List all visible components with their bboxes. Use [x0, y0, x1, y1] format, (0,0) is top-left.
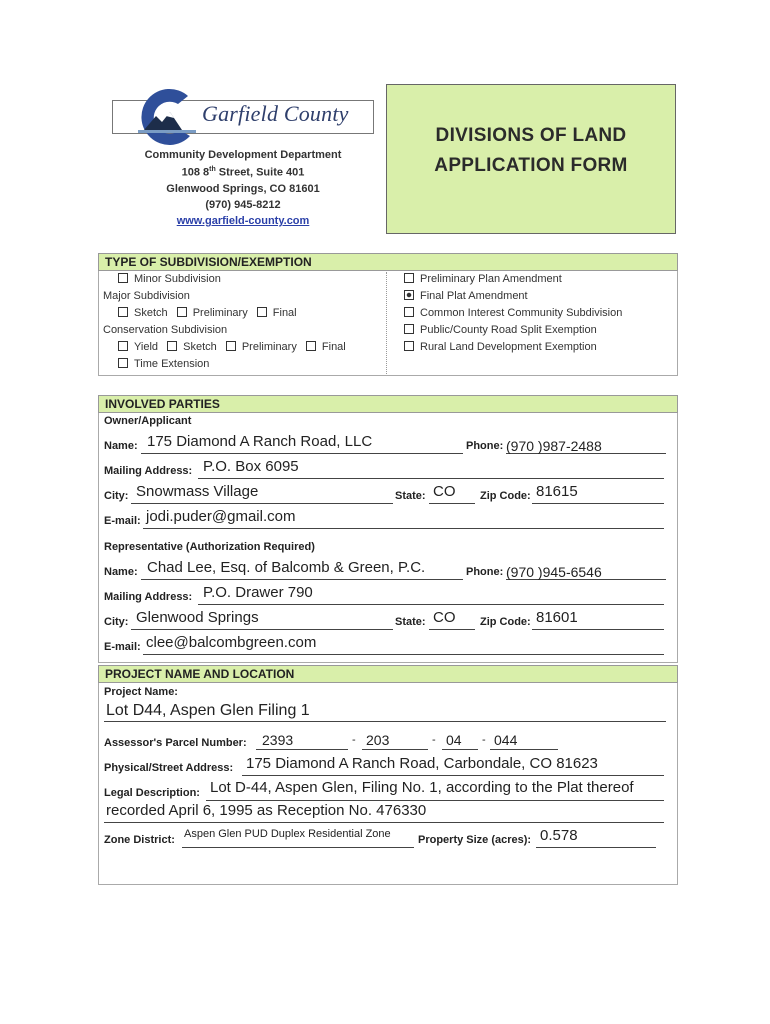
rep-state-field[interactable] [429, 629, 475, 630]
rep-area-code: 970 [510, 564, 535, 580]
parcel-separator-1: - [352, 734, 356, 746]
rep-zip-field[interactable] [532, 629, 664, 630]
major-preliminary-label: Preliminary [192, 307, 248, 319]
owner-city-value: Snowmass Village [136, 483, 259, 500]
checkbox-conservation-sketch[interactable] [167, 341, 177, 351]
zone-district-field[interactable] [182, 847, 414, 848]
project-name-value: Lot D44, Aspen Glen Filing 1 [106, 702, 310, 719]
rep-name-field[interactable] [141, 579, 463, 580]
major-sketch-label: Sketch [134, 307, 168, 319]
zone-district-label: Zone District: [104, 834, 175, 846]
parcel-value-3: 04 [446, 732, 462, 748]
website-link[interactable]: www.garfield-county.com [176, 215, 310, 227]
parcel-value-2: 203 [366, 732, 390, 748]
rep-phone-label: Phone: [466, 566, 504, 578]
common-interest-label: Common Interest Community Subdivision [420, 307, 623, 319]
preliminary-plan-amendment-label: Preliminary Plan Amendment [420, 273, 562, 285]
rep-mailing-field[interactable] [198, 604, 664, 605]
property-size-value: 0.578 [540, 827, 578, 844]
checkbox-major-final[interactable] [257, 307, 267, 317]
rep-city-value: Glenwood Springs [136, 609, 259, 626]
option-minor-subdivision-label: Minor Subdivision [134, 273, 221, 285]
zone-district-value: Aspen Glen PUD Duplex Residential Zone [184, 828, 391, 840]
major-subdivision-label: Major Subdivision [103, 290, 190, 302]
owner-mailing-field[interactable] [198, 478, 664, 479]
major-final-label: Final [272, 307, 297, 319]
owner-mailing-value: P.O. Box 6095 [203, 458, 299, 475]
rep-name-label: Name: [104, 566, 138, 578]
owner-phone-value: (970 )987-2488 [506, 438, 602, 454]
owner-city-label: City: [104, 490, 129, 502]
rep-mailing-label: Mailing Address: [104, 591, 193, 603]
option-time-extension[interactable] [118, 358, 209, 370]
legal-description-label: Legal Description: [104, 787, 200, 799]
rep-city-field[interactable] [131, 629, 393, 630]
street-address-label: Physical/Street Address: [104, 762, 234, 774]
form-title-box [386, 84, 676, 234]
department-name: Community Development Department [144, 149, 342, 161]
rep-zip-label: Zip Code: [480, 616, 531, 628]
road-split-label: Public/County Road Split Exemption [420, 324, 597, 336]
owner-state-field[interactable] [429, 503, 475, 504]
option-common-interest-subdivision[interactable] [404, 307, 622, 319]
parcel-separator-2: - [432, 734, 436, 746]
form-title-line1: DIVISIONS OF LAND [435, 125, 627, 146]
website-line [110, 215, 376, 227]
parcel-field-3[interactable] [442, 749, 478, 750]
checkbox-conservation-yield[interactable] [118, 341, 128, 351]
street-rest: Street, Suite 401 [215, 166, 305, 179]
project-name-label: Project Name: [104, 686, 178, 698]
owner-email-field[interactable] [143, 528, 664, 529]
owner-phone-number: 987-2488 [542, 438, 602, 454]
owner-zip-label: Zip Code: [480, 490, 531, 502]
parcel-value-4: 044 [494, 732, 518, 748]
owner-heading: Owner/Applicant [104, 415, 192, 427]
subdivision-divider [386, 272, 387, 374]
checkbox-conservation-preliminary[interactable] [226, 341, 236, 351]
legal-description-line2: recorded April 6, 1995 as Reception No. 476330 [106, 802, 427, 819]
project-heading: PROJECT NAME AND LOCATION [98, 665, 678, 683]
parcel-number-label: Assessor's Parcel Number: [104, 737, 247, 749]
owner-state-label: State: [395, 490, 426, 502]
rep-phone-value: (970 )945-6546 [506, 564, 602, 580]
major-subdivision-options [118, 307, 297, 319]
checkbox-common-interest-subdivision[interactable] [404, 307, 414, 317]
rep-phone-number: 945-6546 [542, 564, 602, 580]
checkbox-road-split-exemption[interactable] [404, 324, 414, 334]
owner-city-field[interactable] [131, 503, 393, 504]
checkbox-minor-subdivision[interactable] [118, 273, 128, 283]
parcel-separator-3: - [482, 734, 486, 746]
department-phone: (970) 945-8212 [205, 199, 281, 211]
parcel-field-1[interactable] [256, 749, 348, 750]
form-title-line2: APPLICATION FORM [434, 155, 628, 176]
checkbox-preliminary-plan-amendment[interactable] [404, 273, 414, 283]
county-name: Garfield County [202, 101, 349, 126]
owner-state-value: CO [433, 483, 456, 500]
rep-zip-value: 81601 [536, 609, 578, 626]
street-address-field[interactable] [242, 775, 664, 776]
parties-heading: INVOLVED PARTIES [98, 395, 678, 413]
owner-zip-field[interactable] [532, 503, 664, 504]
garfield-county-logo-icon [130, 86, 202, 150]
rep-name-value: Chad Lee, Esq. of Balcomb & Green, P.C. [147, 559, 426, 576]
owner-email-label: E-mail: [104, 515, 141, 527]
street-address [110, 166, 376, 179]
checkbox-major-sketch[interactable] [118, 307, 128, 317]
legal-description-line1: Lot D-44, Aspen Glen, Filing No. 1, according to the Plat thereof [210, 779, 634, 796]
conservation-yield-label: Yield [134, 341, 159, 353]
checkbox-major-preliminary[interactable] [177, 307, 187, 317]
checkbox-rural-land-exemption[interactable] [404, 341, 414, 351]
option-minor-subdivision[interactable] [118, 273, 221, 285]
legal-description-field-1[interactable] [206, 800, 664, 801]
owner-area-code: 970 [510, 438, 535, 454]
rep-city-label: City: [104, 616, 129, 628]
parcel-field-2[interactable] [362, 749, 428, 750]
checkbox-final-plat-amendment[interactable] [404, 290, 414, 300]
parcel-value-1: 2393 [262, 732, 294, 748]
rep-heading: Representative (Authorization Required) [104, 541, 315, 553]
time-extension-label: Time Extension [134, 358, 210, 370]
conservation-subdivision-label: Conservation Subdivision [103, 324, 228, 336]
option-rural-land-exemption[interactable] [404, 341, 597, 353]
legal-description-field-2[interactable] [104, 822, 664, 823]
owner-name-value: 175 Diamond A Ranch Road, LLC [147, 433, 373, 450]
owner-email-value: jodi.puder@gmail.com [146, 508, 296, 525]
checkbox-time-extension[interactable] [118, 358, 128, 368]
project-name-field[interactable] [104, 721, 666, 722]
rep-email-value: clee@balcombgreen.com [146, 634, 317, 651]
city-state-zip: Glenwood Springs, CO 81601 [166, 183, 320, 195]
rep-email-label: E-mail: [104, 641, 141, 653]
rep-mailing-value: P.O. Drawer 790 [203, 584, 313, 601]
final-plat-amendment-label: Final Plat Amendment [420, 290, 528, 302]
rural-land-label: Rural Land Development Exemption [420, 341, 597, 353]
street-number: 108 8 [181, 166, 210, 179]
owner-zip-value: 81615 [536, 483, 578, 500]
rep-email-field[interactable] [143, 654, 664, 655]
conservation-subdivision-options [118, 341, 346, 353]
option-preliminary-plan-amendment[interactable] [404, 273, 562, 285]
owner-phone-label: Phone: [466, 440, 504, 452]
subdivision-heading: TYPE OF SUBDIVISION/EXEMPTION [98, 253, 678, 271]
checkbox-conservation-final[interactable] [306, 341, 316, 351]
rep-state-value: CO [433, 609, 456, 626]
owner-name-field[interactable] [141, 453, 463, 454]
conservation-sketch-label: Sketch [183, 341, 217, 353]
option-final-plat-amendment[interactable] [404, 290, 528, 302]
owner-mailing-label: Mailing Address: [104, 465, 193, 477]
property-size-label: Property Size (acres): [418, 834, 532, 846]
property-size-field[interactable] [536, 847, 656, 848]
parcel-field-4[interactable] [490, 749, 558, 750]
conservation-preliminary-label: Preliminary [241, 341, 297, 353]
street-address-value: 175 Diamond A Ranch Road, Carbondale, CO 81623 [246, 755, 598, 772]
conservation-final-label: Final [321, 341, 346, 353]
option-road-split-exemption[interactable] [404, 324, 597, 336]
rep-state-label: State: [395, 616, 426, 628]
street-suffix: th [209, 166, 216, 173]
owner-name-label: Name: [104, 440, 138, 452]
